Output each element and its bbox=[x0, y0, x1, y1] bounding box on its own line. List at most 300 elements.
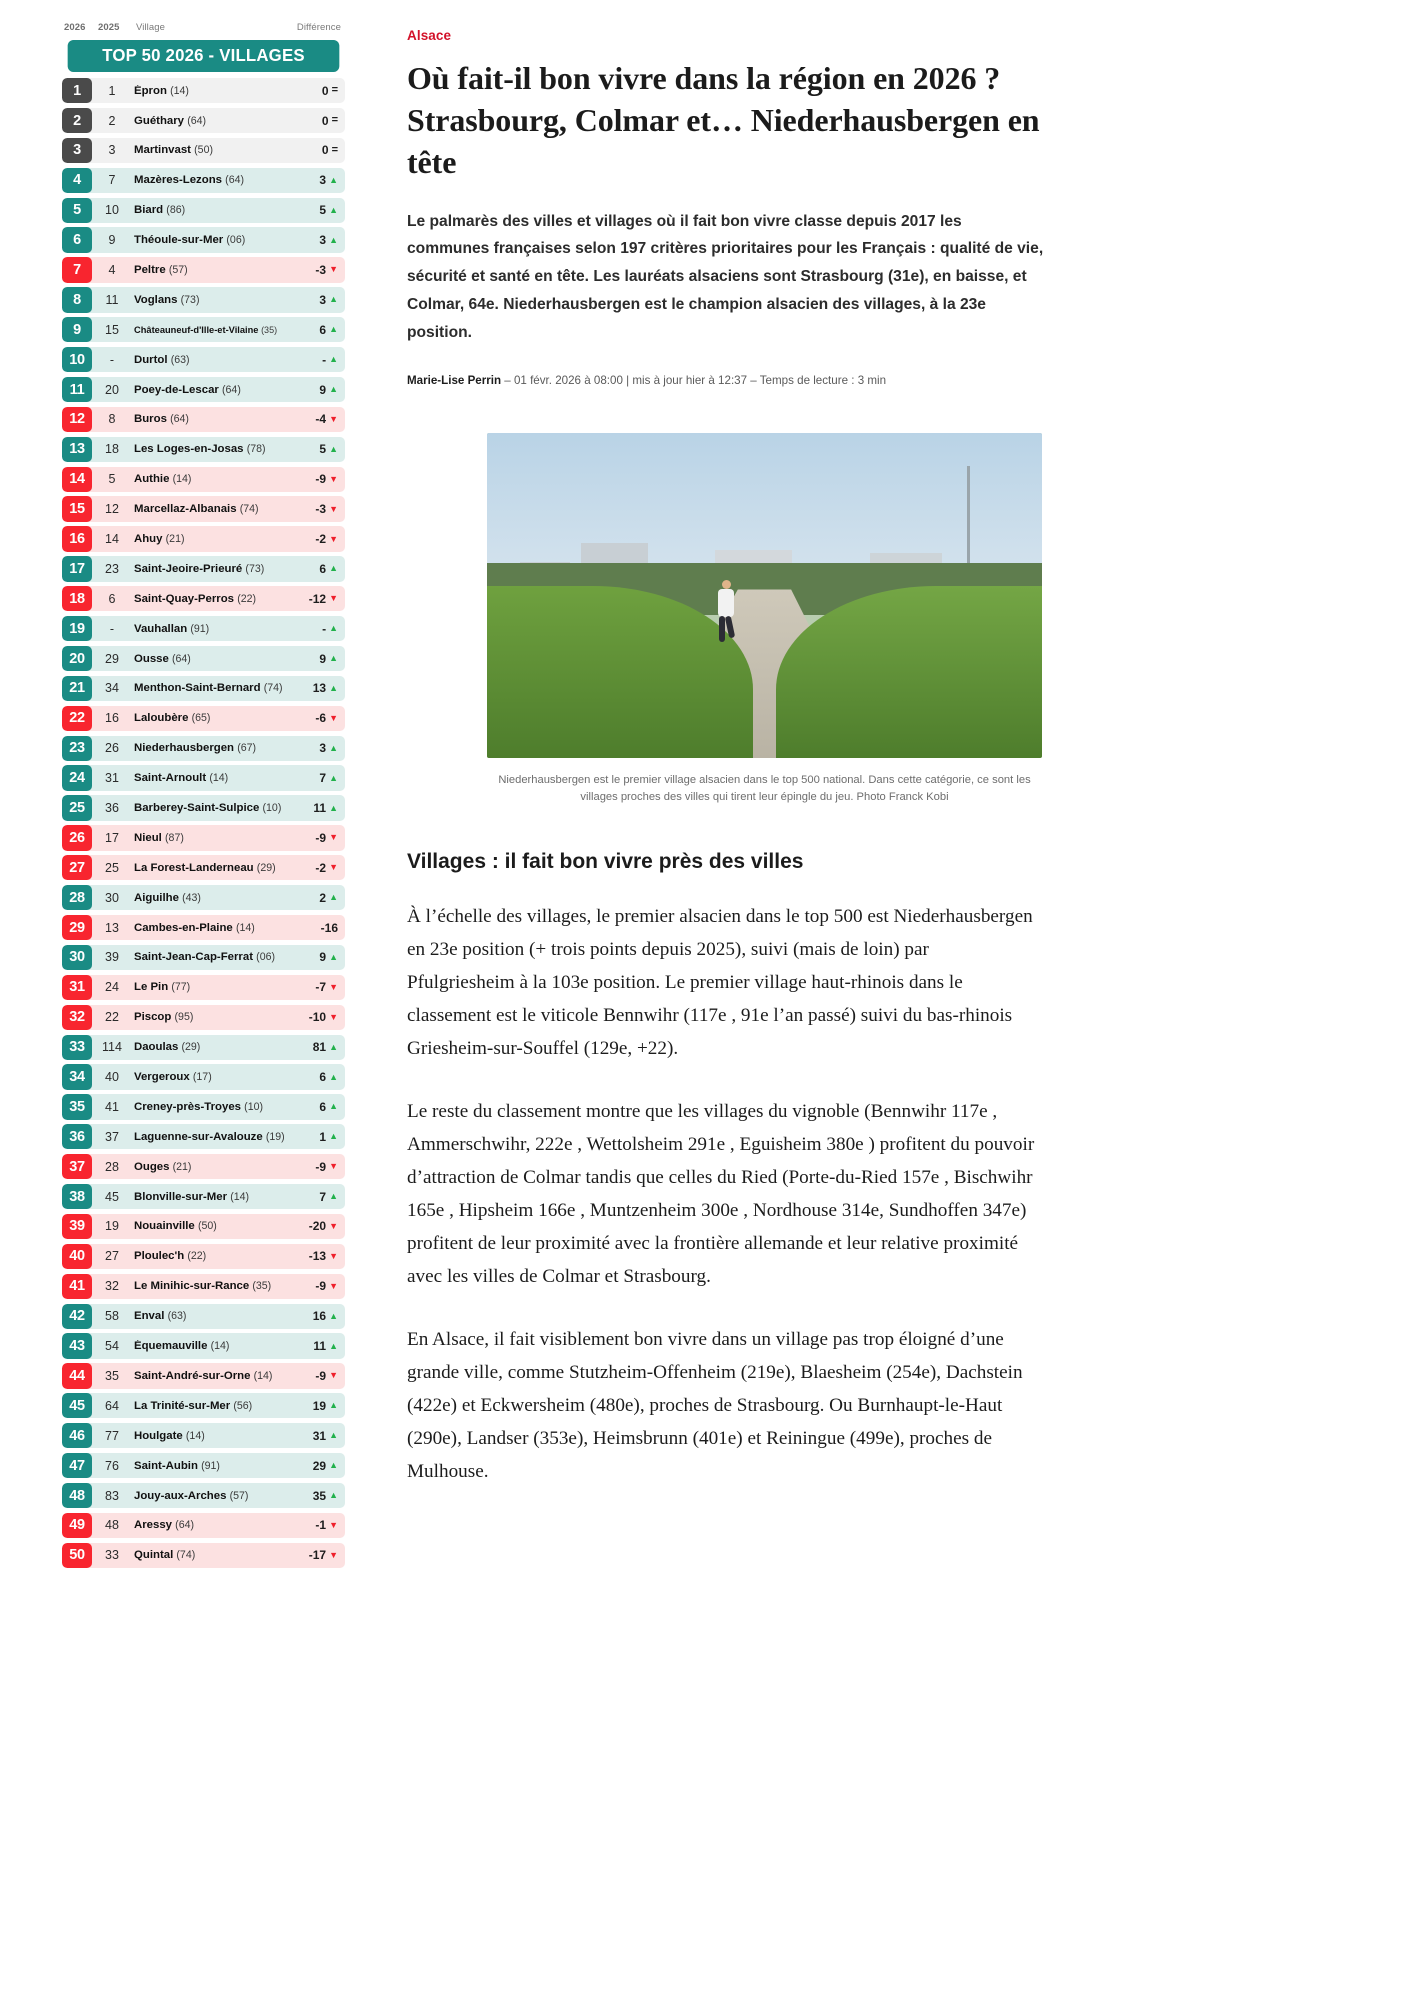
previous-rank: 20 bbox=[105, 382, 119, 397]
table-row[interactable] bbox=[62, 168, 345, 193]
department-code: (57) bbox=[229, 1489, 249, 1502]
trend-up-icon: ▲ bbox=[329, 1400, 338, 1411]
rank-badge: 15 bbox=[62, 496, 92, 521]
table-row[interactable] bbox=[62, 78, 345, 103]
previous-rank: 2 bbox=[108, 113, 116, 128]
previous-rank: 41 bbox=[105, 1099, 119, 1114]
department-code: (22) bbox=[237, 592, 257, 605]
table-row[interactable] bbox=[62, 1184, 345, 1209]
difference-value: 0 bbox=[321, 113, 329, 128]
trend-down-icon: ▼ bbox=[329, 1220, 338, 1231]
difference-value: -9 bbox=[315, 1279, 327, 1294]
table-row[interactable] bbox=[62, 1423, 345, 1448]
article-kicker[interactable]: Alsace bbox=[407, 28, 452, 43]
difference-cell bbox=[296, 711, 338, 725]
village-name bbox=[132, 1131, 296, 1143]
table-row[interactable] bbox=[62, 1333, 345, 1358]
previous-rank: 15 bbox=[105, 322, 119, 337]
rank-badge: 29 bbox=[62, 915, 92, 940]
department-code: (63) bbox=[167, 1310, 187, 1323]
village-name bbox=[132, 443, 296, 455]
village-name bbox=[132, 325, 296, 335]
difference-value: 0 bbox=[321, 143, 329, 158]
previous-rank: 14 bbox=[105, 532, 119, 546]
difference-cell bbox=[296, 1429, 338, 1443]
difference-value: 5 bbox=[319, 203, 327, 218]
village-name bbox=[132, 1101, 296, 1113]
department-code: (86) bbox=[166, 204, 186, 217]
trend-down-icon: ▼ bbox=[329, 1250, 338, 1261]
table-row[interactable] bbox=[62, 736, 345, 761]
table-row[interactable] bbox=[62, 467, 345, 492]
department-code: (56) bbox=[233, 1399, 253, 1412]
difference-cell bbox=[296, 1459, 338, 1473]
village-name bbox=[132, 682, 296, 694]
table-row[interactable] bbox=[62, 915, 345, 940]
rank-badge: 38 bbox=[62, 1184, 92, 1209]
difference-value: 16 bbox=[312, 1309, 327, 1324]
table-row[interactable] bbox=[62, 1543, 345, 1568]
table-row[interactable] bbox=[62, 945, 345, 970]
trend-down-icon: ▼ bbox=[329, 1011, 338, 1022]
difference-cell bbox=[296, 1160, 338, 1174]
rank-badge: 24 bbox=[62, 765, 92, 790]
difference-cell bbox=[296, 412, 338, 426]
village-label: Saint-Quay-Perros bbox=[134, 592, 235, 605]
village-name bbox=[132, 623, 296, 635]
difference-value: 9 bbox=[319, 651, 327, 666]
department-code: (21) bbox=[172, 1160, 192, 1173]
department-code: (63) bbox=[170, 353, 190, 366]
rank-badge: 18 bbox=[62, 586, 92, 611]
difference-cell bbox=[296, 353, 338, 367]
department-code: (64) bbox=[172, 652, 191, 665]
village-label: Saint-Arnoult bbox=[134, 772, 207, 785]
previous-rank: 9 bbox=[108, 233, 116, 248]
table-row[interactable] bbox=[62, 496, 345, 521]
rank-badge: 39 bbox=[62, 1214, 92, 1239]
previous-rank: 22 bbox=[105, 1010, 119, 1025]
table-row[interactable] bbox=[62, 795, 345, 820]
previous-rank: - bbox=[109, 352, 115, 367]
table-row[interactable] bbox=[62, 586, 345, 611]
department-code: (91) bbox=[201, 1459, 220, 1472]
village-label: Martinvast bbox=[134, 144, 191, 157]
village-label: Le Minihic-sur-Rance bbox=[134, 1280, 250, 1293]
village-label: Saint-Jeoire-Prieuré bbox=[134, 562, 243, 575]
rank-badge: 10 bbox=[62, 347, 92, 372]
table-row[interactable] bbox=[62, 526, 345, 551]
department-code: (19) bbox=[265, 1130, 285, 1143]
rank-badge: 28 bbox=[62, 885, 92, 910]
difference-value: -3 bbox=[315, 502, 327, 517]
difference-cell bbox=[296, 472, 338, 486]
difference-value: 7 bbox=[319, 1189, 327, 1204]
trend-up-icon: ▲ bbox=[329, 1131, 338, 1142]
village-label: Poey-de-Lescar bbox=[134, 383, 219, 396]
village-name bbox=[132, 1430, 296, 1442]
difference-value: 81 bbox=[312, 1040, 327, 1055]
department-code: (64) bbox=[187, 114, 207, 127]
byline-author[interactable]: Marie-Lise Perrin bbox=[407, 374, 502, 388]
previous-rank: 40 bbox=[105, 1070, 119, 1085]
village-name bbox=[132, 1400, 296, 1412]
article-photo bbox=[487, 433, 1042, 758]
rank-badge: 5 bbox=[62, 198, 92, 223]
previous-rank: 33 bbox=[105, 1548, 119, 1563]
trend-up-icon: ▲ bbox=[329, 623, 338, 634]
difference-value: 6 bbox=[319, 322, 327, 337]
village-label: Piscop bbox=[134, 1011, 172, 1024]
rank-badge: 35 bbox=[62, 1094, 92, 1119]
village-name bbox=[132, 742, 296, 754]
department-code: (50) bbox=[194, 144, 213, 157]
trend-down-icon: ▼ bbox=[329, 413, 338, 424]
difference-cell bbox=[296, 532, 338, 546]
table-row[interactable] bbox=[62, 1274, 345, 1299]
previous-rank: 4 bbox=[108, 262, 116, 277]
difference-cell bbox=[296, 771, 338, 785]
previous-rank: 35 bbox=[105, 1368, 119, 1383]
village-label: Aiguilhe bbox=[134, 891, 179, 904]
trend-up-icon: ▲ bbox=[329, 384, 338, 395]
difference-value: -6 bbox=[315, 711, 327, 726]
rank-badge: 19 bbox=[62, 616, 92, 641]
difference-cell bbox=[296, 263, 338, 277]
table-row[interactable] bbox=[62, 1453, 345, 1478]
difference-value: 7 bbox=[319, 771, 327, 786]
table-row[interactable] bbox=[62, 1513, 345, 1538]
difference-cell bbox=[296, 681, 338, 695]
department-code: (22) bbox=[187, 1250, 207, 1263]
village-label: Voglans bbox=[134, 293, 178, 306]
table-row[interactable] bbox=[62, 257, 345, 282]
rank-badge: 37 bbox=[62, 1154, 92, 1179]
department-code: (64) bbox=[170, 413, 189, 426]
previous-rank: 5 bbox=[108, 472, 116, 487]
village-label: Ousse bbox=[134, 652, 169, 665]
trend-up-icon: ▲ bbox=[329, 354, 338, 365]
village-label: La Forest-Landerneau bbox=[134, 861, 254, 874]
difference-value: 6 bbox=[319, 561, 327, 576]
village-name bbox=[132, 473, 296, 485]
difference-cell bbox=[296, 1489, 338, 1503]
difference-cell bbox=[296, 622, 338, 636]
difference-cell bbox=[296, 1518, 338, 1532]
table-row[interactable] bbox=[62, 1393, 345, 1418]
table-row[interactable] bbox=[62, 1094, 345, 1119]
previous-rank: 114 bbox=[102, 1040, 122, 1055]
village-name bbox=[132, 144, 296, 156]
trend-equal-icon: = bbox=[331, 143, 338, 156]
trend-up-icon: ▲ bbox=[329, 563, 338, 574]
difference-cell bbox=[296, 143, 338, 157]
difference-cell bbox=[296, 502, 338, 516]
difference-cell bbox=[296, 1548, 338, 1562]
village-name bbox=[132, 981, 296, 993]
trend-down-icon: ▼ bbox=[329, 1280, 338, 1291]
rank-badge: 34 bbox=[62, 1064, 92, 1089]
difference-cell bbox=[296, 1130, 338, 1144]
village-label: Enval bbox=[134, 1310, 165, 1323]
difference-value: - bbox=[322, 352, 327, 367]
village-name bbox=[132, 1220, 296, 1232]
rank-badge: 43 bbox=[62, 1333, 92, 1358]
difference-cell bbox=[296, 831, 338, 845]
rank-badge: 17 bbox=[62, 556, 92, 581]
ranking-rows-container bbox=[62, 78, 345, 1568]
trend-up-icon: ▲ bbox=[329, 682, 338, 693]
previous-rank: 23 bbox=[105, 561, 119, 576]
trend-up-icon: ▲ bbox=[329, 1191, 338, 1202]
rank-badge: 46 bbox=[62, 1423, 92, 1448]
table-row[interactable] bbox=[62, 1064, 345, 1089]
table-row[interactable] bbox=[62, 1363, 345, 1388]
difference-value: 1 bbox=[319, 1129, 327, 1144]
department-code: (06) bbox=[226, 234, 246, 247]
department-code: (77) bbox=[171, 981, 191, 994]
village-name bbox=[132, 1310, 296, 1322]
rank-badge: 14 bbox=[62, 467, 92, 492]
difference-value: 6 bbox=[319, 1099, 327, 1114]
difference-value: 3 bbox=[319, 173, 327, 188]
village-name bbox=[132, 892, 296, 904]
village-label: Vauhallan bbox=[134, 622, 188, 635]
table-row[interactable] bbox=[62, 1483, 345, 1508]
trend-up-icon: ▲ bbox=[329, 443, 338, 454]
rank-badge: 8 bbox=[62, 287, 92, 312]
article-byline bbox=[407, 374, 1055, 387]
rank-badge: 26 bbox=[62, 825, 92, 850]
department-code: (57) bbox=[168, 263, 188, 276]
table-row[interactable] bbox=[62, 616, 345, 641]
village-label: Cambes-en-Plaine bbox=[134, 921, 233, 934]
table-row[interactable] bbox=[62, 227, 345, 252]
trend-down-icon: ▼ bbox=[329, 503, 338, 514]
trend-down-icon: ▼ bbox=[329, 832, 338, 843]
department-code: (14) bbox=[170, 84, 189, 97]
trend-down-icon: ▼ bbox=[329, 1161, 338, 1172]
difference-cell bbox=[296, 442, 338, 456]
previous-rank: 26 bbox=[105, 741, 119, 756]
trend-up-icon: ▲ bbox=[329, 1071, 338, 1082]
difference-value: 31 bbox=[312, 1428, 327, 1443]
rank-badge: 22 bbox=[62, 706, 92, 731]
village-name bbox=[132, 503, 296, 515]
rank-badge: 45 bbox=[62, 1393, 92, 1418]
department-code: (95) bbox=[174, 1011, 194, 1024]
ranking-column-headers bbox=[62, 22, 345, 37]
previous-rank: 76 bbox=[105, 1458, 119, 1473]
village-label: Aressy bbox=[134, 1519, 172, 1532]
trend-up-icon: ▲ bbox=[329, 294, 338, 305]
table-row[interactable] bbox=[62, 556, 345, 581]
difference-cell bbox=[296, 801, 338, 815]
table-row[interactable] bbox=[62, 407, 345, 432]
article-paragraph: En Alsace, il fait visiblement bon vivre dans un village pas trop éloigné d’une grande ville, comme Stutzheim-Offenheim (219e), Blaesheim (254e), Dachstein (422e) et Eckwersheim (480e), proches de Strasbourg. Ou Burnhaupt-le-Haut (290e), Landser (353e), Heimsbrunn (401e) et Reiningue (499e), proches de Mulhouse. bbox=[407, 1329, 1023, 1483]
difference-value: 5 bbox=[319, 442, 327, 457]
table-row[interactable] bbox=[62, 855, 345, 880]
table-row[interactable] bbox=[62, 1304, 345, 1329]
table-row[interactable] bbox=[62, 377, 345, 402]
section-subheading: Villages : il fait bon vivre près des villes bbox=[407, 850, 804, 874]
village-label: Nieul bbox=[134, 831, 162, 844]
difference-cell bbox=[296, 173, 338, 187]
difference-cell bbox=[296, 741, 338, 755]
table-row[interactable] bbox=[62, 437, 345, 462]
previous-rank: 31 bbox=[105, 771, 119, 786]
difference-cell bbox=[296, 1219, 338, 1233]
village-name bbox=[132, 174, 296, 186]
article-figure bbox=[487, 433, 1042, 806]
department-code: (29) bbox=[256, 861, 276, 874]
rank-badge: 49 bbox=[62, 1513, 92, 1538]
department-code: (14) bbox=[209, 772, 229, 785]
previous-rank: 1 bbox=[108, 83, 116, 98]
difference-value: -16 bbox=[320, 920, 338, 935]
trend-down-icon: ▼ bbox=[329, 1519, 338, 1530]
trend-up-icon: ▲ bbox=[329, 174, 338, 185]
rank-badge: 41 bbox=[62, 1274, 92, 1299]
table-row[interactable] bbox=[62, 138, 345, 163]
difference-value: 13 bbox=[312, 681, 327, 696]
table-row[interactable] bbox=[62, 317, 345, 342]
table-row[interactable] bbox=[62, 975, 345, 1000]
village-name bbox=[132, 85, 296, 97]
previous-rank: 64 bbox=[105, 1398, 119, 1413]
table-row[interactable] bbox=[62, 198, 345, 223]
trend-up-icon: ▲ bbox=[329, 772, 338, 783]
village-name bbox=[132, 1370, 296, 1382]
table-row[interactable] bbox=[62, 1154, 345, 1179]
village-label: Blonville-sur-Mer bbox=[134, 1190, 228, 1203]
department-code: (10) bbox=[262, 802, 282, 815]
previous-rank: 58 bbox=[105, 1309, 119, 1324]
rank-badge: 20 bbox=[62, 646, 92, 671]
village-name bbox=[132, 653, 296, 665]
trend-down-icon: ▼ bbox=[329, 473, 338, 484]
difference-cell bbox=[296, 203, 338, 217]
trend-down-icon: ▼ bbox=[329, 533, 338, 544]
rank-badge: 23 bbox=[62, 736, 92, 761]
previous-rank: 12 bbox=[105, 502, 119, 517]
article-paragraph: Le reste du classement montre que les villages du vignoble (Bennwihr 117e , Ammerschwihr, 222e , Wettolsheim 291e , Eguisheim 380e ) profitent du pouvoir d’attraction de Colmar tandis que celles du Ried (Porte-du-Ried 157e , Bischwihr 165e , Hipsheim 166e , Muntzenheim 300e , Nordhouse 314e, Sundhoffen 347e) profitent de leur proximité avec la frontière allemande et leur relative proximité avec les villes de Colmar et Strasbourg. bbox=[407, 1101, 1035, 1288]
previous-rank: 27 bbox=[105, 1249, 119, 1264]
column-header-difference: Différence bbox=[296, 22, 341, 33]
difference-value: 0 bbox=[321, 83, 329, 98]
difference-value: 3 bbox=[319, 292, 327, 307]
previous-rank: 32 bbox=[105, 1279, 119, 1294]
village-name bbox=[132, 1280, 296, 1292]
department-code: (73) bbox=[245, 562, 265, 575]
table-row[interactable] bbox=[62, 1214, 345, 1239]
village-label: Buros bbox=[134, 413, 167, 426]
difference-cell bbox=[296, 921, 338, 935]
table-row[interactable] bbox=[62, 347, 345, 372]
table-row[interactable] bbox=[62, 676, 345, 701]
village-name bbox=[132, 593, 296, 605]
trend-up-icon: ▲ bbox=[329, 1310, 338, 1321]
department-code: (21) bbox=[165, 533, 185, 545]
difference-value: -9 bbox=[315, 472, 327, 487]
village-label: Biard bbox=[134, 204, 164, 217]
village-name bbox=[132, 1460, 296, 1472]
village-label: Creney-près-Troyes bbox=[134, 1100, 241, 1113]
difference-cell bbox=[296, 562, 338, 576]
department-code: (14) bbox=[210, 1340, 230, 1353]
village-label: Nouainville bbox=[134, 1220, 195, 1233]
village-name bbox=[132, 1041, 296, 1053]
previous-rank: 7 bbox=[108, 173, 116, 188]
trend-up-icon: ▲ bbox=[329, 802, 338, 813]
village-name bbox=[132, 832, 296, 844]
difference-cell bbox=[296, 1040, 338, 1054]
table-row[interactable] bbox=[62, 825, 345, 850]
village-label: Daoulas bbox=[134, 1041, 179, 1054]
previous-rank: 45 bbox=[105, 1189, 119, 1204]
trend-up-icon: ▲ bbox=[329, 892, 338, 903]
table-row[interactable] bbox=[62, 108, 345, 133]
rank-badge: 4 bbox=[62, 168, 92, 193]
department-code: (91) bbox=[190, 622, 210, 635]
village-name bbox=[132, 234, 296, 246]
previous-rank: 29 bbox=[105, 651, 119, 666]
table-row[interactable] bbox=[62, 765, 345, 790]
village-name bbox=[132, 533, 296, 545]
village-name bbox=[132, 862, 296, 874]
village-name bbox=[132, 1071, 296, 1083]
difference-value: -2 bbox=[315, 860, 327, 875]
rank-badge: 6 bbox=[62, 227, 92, 252]
rank-badge: 48 bbox=[62, 1483, 92, 1508]
village-name bbox=[132, 1340, 296, 1352]
department-code: (35) bbox=[252, 1280, 272, 1293]
previous-rank: 83 bbox=[105, 1488, 119, 1503]
village-name bbox=[132, 294, 296, 306]
table-row[interactable] bbox=[62, 885, 345, 910]
previous-rank: 39 bbox=[105, 950, 119, 965]
department-code: (74) bbox=[176, 1549, 196, 1562]
rank-badge: 50 bbox=[62, 1543, 92, 1568]
department-code: (87) bbox=[165, 831, 184, 844]
rank-badge: 42 bbox=[62, 1304, 92, 1329]
trend-down-icon: ▼ bbox=[329, 1549, 338, 1560]
table-row[interactable] bbox=[62, 1005, 345, 1030]
village-name bbox=[132, 922, 296, 934]
difference-value: -20 bbox=[308, 1219, 327, 1234]
trend-up-icon: ▲ bbox=[329, 324, 338, 335]
rank-badge: 36 bbox=[62, 1124, 92, 1149]
previous-rank: 30 bbox=[105, 890, 119, 905]
trend-down-icon: ▼ bbox=[329, 593, 338, 604]
department-code: (06) bbox=[256, 951, 276, 964]
table-row[interactable] bbox=[62, 1035, 345, 1060]
table-row[interactable] bbox=[62, 1124, 345, 1149]
difference-cell bbox=[296, 383, 338, 397]
table-row[interactable] bbox=[62, 646, 345, 671]
table-row[interactable] bbox=[62, 706, 345, 731]
difference-cell bbox=[296, 891, 338, 905]
difference-cell bbox=[296, 293, 338, 307]
difference-cell bbox=[296, 592, 338, 606]
department-code: (14) bbox=[185, 1429, 205, 1442]
village-name bbox=[132, 354, 296, 366]
difference-cell bbox=[296, 1070, 338, 1084]
table-row[interactable] bbox=[62, 287, 345, 312]
table-row[interactable] bbox=[62, 1244, 345, 1269]
trend-equal-icon: = bbox=[331, 114, 338, 127]
difference-value: -12 bbox=[308, 591, 327, 606]
